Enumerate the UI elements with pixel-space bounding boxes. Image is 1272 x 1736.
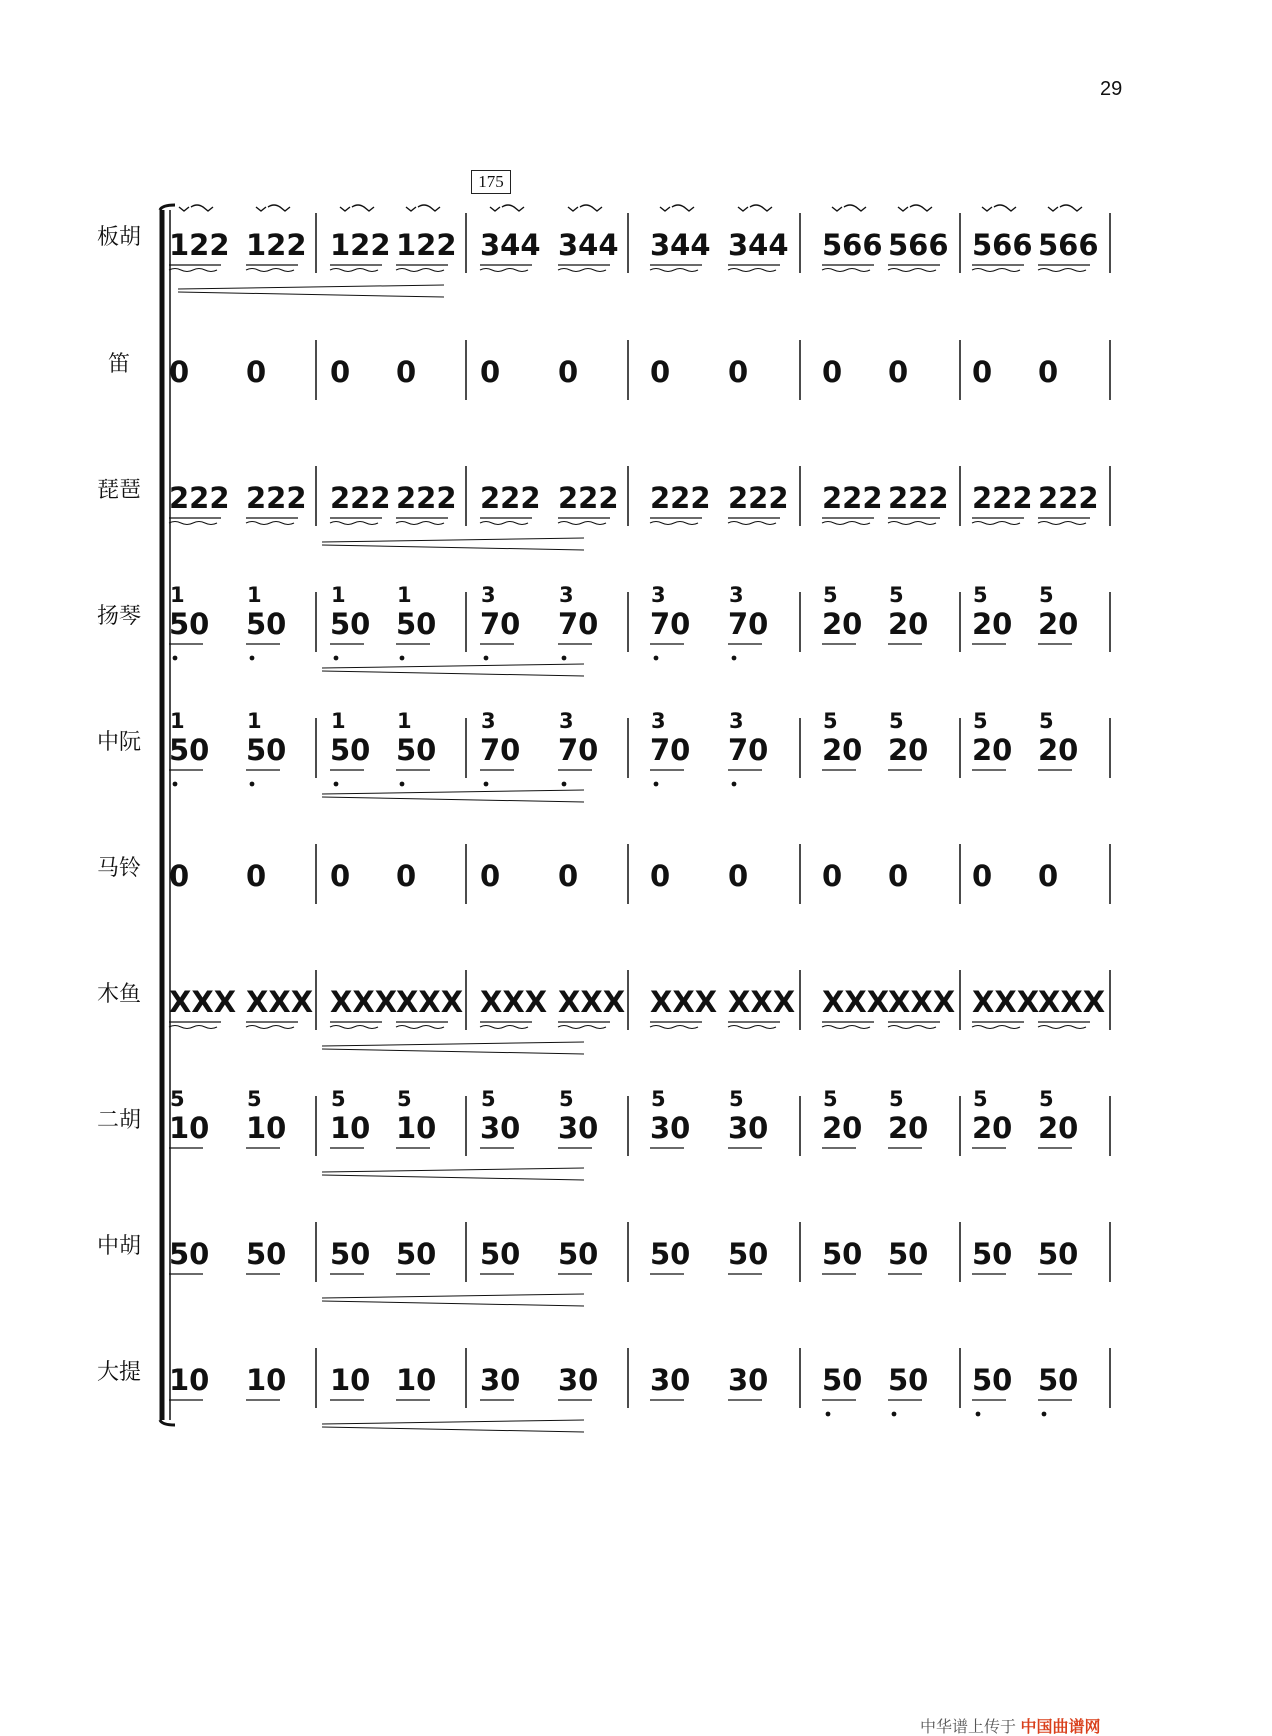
hairpin-line <box>322 1420 584 1424</box>
tremolo-wave <box>650 269 698 272</box>
note-group: 70 <box>480 733 521 767</box>
note-group: 0 <box>1038 355 1059 389</box>
low-octave-dot <box>1042 1412 1047 1417</box>
note-group: XXX <box>822 985 890 1019</box>
chord-upper-digit: 5 <box>1039 709 1054 733</box>
note-group: 222 <box>246 481 307 515</box>
note-group: 222 <box>169 481 230 515</box>
note-group: 50 <box>1038 1237 1079 1271</box>
hairpin-line <box>322 1168 584 1172</box>
instrument-label: 马铃 <box>96 856 141 881</box>
chord-upper-digit: 5 <box>823 583 838 607</box>
ornament-mark <box>832 205 866 211</box>
note-group: 0 <box>396 355 417 389</box>
note-group: 50 <box>558 1237 599 1271</box>
note-group: 0 <box>558 859 579 893</box>
note-group: 30 <box>480 1363 521 1397</box>
chord-upper-digit: 5 <box>889 583 904 607</box>
tremolo-wave <box>888 522 936 525</box>
note-group: 50 <box>888 1363 929 1397</box>
low-octave-dot <box>654 656 659 661</box>
note-group: 20 <box>972 607 1013 641</box>
low-octave-dot <box>892 1412 897 1417</box>
chord-upper-digit: 1 <box>170 709 185 733</box>
note-group: XXX <box>480 985 548 1019</box>
note-group: 50 <box>396 1237 437 1271</box>
low-octave-dot <box>334 782 339 787</box>
note-group: 50 <box>330 733 371 767</box>
ornament-mark <box>340 205 374 211</box>
note-group: 10 <box>169 1111 210 1145</box>
low-octave-dot <box>173 656 178 661</box>
note-group: 0 <box>169 859 190 893</box>
instrument-label: 二胡 <box>96 1108 141 1133</box>
tremolo-wave <box>728 522 776 525</box>
note-group: XXX <box>728 985 796 1019</box>
low-octave-dot <box>250 656 255 661</box>
note-group: 0 <box>822 859 843 893</box>
note-group: 50 <box>822 1363 863 1397</box>
low-octave-dot <box>250 782 255 787</box>
ornament-mark <box>179 205 213 211</box>
chord-upper-digit: 1 <box>331 709 346 733</box>
ornament-mark <box>660 205 694 211</box>
note-group: 0 <box>650 355 671 389</box>
tremolo-wave <box>822 269 870 272</box>
note-group: XXX <box>330 985 398 1019</box>
rehearsal-mark: 175 <box>471 170 511 194</box>
tremolo-wave <box>330 522 378 525</box>
low-octave-dot <box>484 656 489 661</box>
tremolo-wave <box>1038 522 1086 525</box>
low-octave-dot <box>562 782 567 787</box>
tremolo-wave <box>728 269 776 272</box>
note-group: 50 <box>169 1237 210 1271</box>
bracket-bottom-hook <box>160 1420 175 1425</box>
chord-upper-digit: 3 <box>729 709 744 733</box>
chord-upper-digit: 1 <box>397 583 412 607</box>
tremolo-wave <box>246 522 294 525</box>
note-group: 50 <box>246 733 287 767</box>
note-group: 344 <box>728 228 789 262</box>
note-group: 50 <box>169 607 210 641</box>
note-group: 70 <box>728 733 769 767</box>
note-group: 10 <box>246 1363 287 1397</box>
tremolo-wave <box>972 1026 1020 1029</box>
chord-upper-digit: 3 <box>559 583 574 607</box>
tremolo-wave <box>558 269 606 272</box>
chord-upper-digit: 3 <box>481 709 496 733</box>
note-group: 0 <box>480 355 501 389</box>
note-group: 50 <box>822 1237 863 1271</box>
instrument-label: 笛 <box>107 352 130 377</box>
ornament-mark <box>898 205 932 211</box>
hairpin-line <box>322 1049 584 1054</box>
tremolo-wave <box>972 269 1020 272</box>
chord-upper-digit: 5 <box>973 709 988 733</box>
instrument-label: 扬琴 <box>96 604 141 629</box>
note-group: 0 <box>558 355 579 389</box>
chord-upper-digit: 3 <box>651 709 666 733</box>
chord-upper-digit: 5 <box>823 1087 838 1111</box>
note-group: 50 <box>480 1237 521 1271</box>
bracket-top-hook <box>160 205 175 210</box>
chord-upper-digit: 5 <box>973 583 988 607</box>
note-group: 20 <box>972 733 1013 767</box>
tremolo-wave <box>558 522 606 525</box>
instrument-label: 中胡 <box>96 1234 141 1259</box>
note-group: 566 <box>888 228 949 262</box>
low-octave-dot <box>826 1412 831 1417</box>
tremolo-wave <box>1038 1026 1086 1029</box>
note-group: 50 <box>396 733 437 767</box>
note-group: 50 <box>972 1237 1013 1271</box>
note-group: 20 <box>822 607 863 641</box>
low-octave-dot <box>334 656 339 661</box>
tremolo-wave <box>888 269 936 272</box>
tremolo-wave <box>169 269 217 272</box>
chord-upper-digit: 5 <box>651 1087 666 1111</box>
ornament-mark <box>1048 205 1082 211</box>
hairpin-line <box>178 292 444 297</box>
note-group: 30 <box>480 1111 521 1145</box>
note-group: 0 <box>246 859 267 893</box>
tremolo-wave <box>246 1026 294 1029</box>
hairpin-line <box>322 1427 584 1432</box>
ornament-mark <box>982 205 1016 211</box>
page-number: 29 <box>1100 78 1123 100</box>
tremolo-wave <box>330 269 378 272</box>
chord-upper-digit: 5 <box>559 1087 574 1111</box>
tremolo-wave <box>822 1026 870 1029</box>
tremolo-wave <box>480 269 528 272</box>
chord-upper-digit: 1 <box>397 709 412 733</box>
chord-upper-digit: 5 <box>823 709 838 733</box>
chord-upper-digit: 3 <box>651 583 666 607</box>
note-group: 344 <box>480 228 541 262</box>
note-group: 0 <box>330 859 351 893</box>
note-group: 20 <box>888 607 929 641</box>
note-group: 222 <box>728 481 789 515</box>
tremolo-wave <box>169 522 217 525</box>
note-group: 20 <box>822 733 863 767</box>
note-group: 0 <box>650 859 671 893</box>
note-group: 0 <box>728 355 749 389</box>
note-group: 566 <box>972 228 1033 262</box>
note-group: 0 <box>480 859 501 893</box>
chord-upper-digit: 5 <box>1039 583 1054 607</box>
chord-upper-digit: 5 <box>331 1087 346 1111</box>
note-group: XXX <box>888 985 956 1019</box>
tremolo-wave <box>822 522 870 525</box>
ornament-mark <box>490 205 524 211</box>
chord-upper-digit: 5 <box>247 1087 262 1111</box>
note-group: 0 <box>822 355 843 389</box>
hairpin-line <box>178 285 444 289</box>
tremolo-wave <box>888 1026 936 1029</box>
note-group: 20 <box>822 1111 863 1145</box>
chord-upper-digit: 1 <box>247 709 262 733</box>
tremolo-wave <box>396 1026 444 1029</box>
note-group: 0 <box>330 355 351 389</box>
hairpin-line <box>322 1042 584 1046</box>
hairpin-line <box>322 1301 584 1306</box>
note-group: 0 <box>396 859 417 893</box>
note-group: XXX <box>558 985 626 1019</box>
tremolo-wave <box>1038 269 1086 272</box>
chord-upper-digit: 5 <box>729 1087 744 1111</box>
note-group: 344 <box>558 228 619 262</box>
hairpin-line <box>322 664 584 668</box>
chord-upper-digit: 3 <box>729 583 744 607</box>
note-group: 344 <box>650 228 711 262</box>
note-group: 50 <box>169 733 210 767</box>
chord-upper-digit: 5 <box>397 1087 412 1111</box>
note-group: 20 <box>888 733 929 767</box>
note-group: 122 <box>246 228 307 262</box>
watermark-text: 中华谱上传于 <box>920 1719 1017 1736</box>
note-group: 566 <box>822 228 883 262</box>
note-group: XXX <box>396 985 464 1019</box>
hairpin-line <box>322 671 584 676</box>
note-group: 20 <box>1038 733 1079 767</box>
note-group: 70 <box>650 607 691 641</box>
note-group: 30 <box>728 1363 769 1397</box>
note-group: 50 <box>728 1237 769 1271</box>
tremolo-wave <box>728 1026 776 1029</box>
chord-upper-digit: 1 <box>331 583 346 607</box>
low-octave-dot <box>484 782 489 787</box>
note-group: 0 <box>972 355 993 389</box>
hairpin-line <box>322 1294 584 1298</box>
note-group: 222 <box>888 481 949 515</box>
hairpin-line <box>322 538 584 542</box>
note-group: 222 <box>396 481 457 515</box>
low-octave-dot <box>562 656 567 661</box>
note-group: 30 <box>558 1363 599 1397</box>
note-group: 222 <box>330 481 391 515</box>
ornament-mark <box>568 205 602 211</box>
note-group: 0 <box>169 355 190 389</box>
note-group: 20 <box>888 1111 929 1145</box>
tremolo-wave <box>650 522 698 525</box>
note-group: 30 <box>728 1111 769 1145</box>
instrument-label: 大提 <box>96 1360 141 1385</box>
note-group: XXX <box>972 985 1040 1019</box>
note-group: 70 <box>480 607 521 641</box>
note-group: 122 <box>169 228 230 262</box>
note-group: 222 <box>558 481 619 515</box>
note-group: 50 <box>330 1237 371 1271</box>
tremolo-wave <box>396 522 444 525</box>
hairpin-line <box>322 545 584 550</box>
note-group: 0 <box>888 355 909 389</box>
chord-upper-digit: 1 <box>170 583 185 607</box>
instrument-label: 琵琶 <box>96 478 141 503</box>
note-group: 122 <box>396 228 457 262</box>
note-group: 222 <box>480 481 541 515</box>
low-octave-dot <box>732 782 737 787</box>
chord-upper-digit: 5 <box>481 1087 496 1111</box>
note-group: 10 <box>330 1363 371 1397</box>
chord-upper-digit: 3 <box>481 583 496 607</box>
tremolo-wave <box>330 1026 378 1029</box>
note-group: 50 <box>330 607 371 641</box>
ornament-mark <box>406 205 440 211</box>
note-group: 222 <box>1038 481 1099 515</box>
hairpin-line <box>322 790 584 794</box>
note-group: 0 <box>246 355 267 389</box>
note-group: 222 <box>972 481 1033 515</box>
note-group: XXX <box>169 985 237 1019</box>
note-group: 70 <box>558 733 599 767</box>
chord-upper-digit: 5 <box>1039 1087 1054 1111</box>
note-group: 50 <box>888 1237 929 1271</box>
note-group: XXX <box>246 985 314 1019</box>
low-octave-dot <box>654 782 659 787</box>
note-group: 20 <box>1038 607 1079 641</box>
chord-upper-digit: 5 <box>889 709 904 733</box>
note-group: 222 <box>822 481 883 515</box>
note-group: 0 <box>888 859 909 893</box>
note-group: 50 <box>650 1237 691 1271</box>
note-group: 222 <box>650 481 711 515</box>
note-group: 566 <box>1038 228 1099 262</box>
note-group: 70 <box>728 607 769 641</box>
note-group: 10 <box>396 1363 437 1397</box>
chord-upper-digit: 5 <box>170 1087 185 1111</box>
low-octave-dot <box>400 782 405 787</box>
chord-upper-digit: 1 <box>247 583 262 607</box>
note-group: 20 <box>1038 1111 1079 1145</box>
note-group: XXX <box>1038 985 1106 1019</box>
tremolo-wave <box>972 522 1020 525</box>
note-group: 70 <box>558 607 599 641</box>
chord-upper-digit: 5 <box>973 1087 988 1111</box>
note-group: 10 <box>330 1111 371 1145</box>
tremolo-wave <box>396 269 444 272</box>
note-group: 70 <box>650 733 691 767</box>
note-group: 50 <box>396 607 437 641</box>
watermark-footer <box>920 1714 1100 1736</box>
tremolo-wave <box>650 1026 698 1029</box>
hairpin-line <box>322 1175 584 1180</box>
low-octave-dot <box>732 656 737 661</box>
note-group: 30 <box>650 1363 691 1397</box>
note-group: 30 <box>558 1111 599 1145</box>
note-group: XXX <box>650 985 718 1019</box>
note-group: 10 <box>396 1111 437 1145</box>
ornament-mark <box>256 205 290 211</box>
chord-upper-digit: 3 <box>559 709 574 733</box>
ornament-mark <box>738 205 772 211</box>
instrument-label: 木鱼 <box>96 982 141 1007</box>
instrument-label: 中阮 <box>96 730 141 755</box>
note-group: 0 <box>728 859 749 893</box>
tremolo-wave <box>480 1026 528 1029</box>
low-octave-dot <box>173 782 178 787</box>
note-group: 0 <box>972 859 993 893</box>
tremolo-wave <box>246 269 294 272</box>
note-group: 122 <box>330 228 391 262</box>
tremolo-wave <box>480 522 528 525</box>
note-group: 50 <box>972 1363 1013 1397</box>
note-group: 10 <box>169 1363 210 1397</box>
note-group: 50 <box>1038 1363 1079 1397</box>
watermark-brand: 中国曲谱网 <box>1020 1719 1101 1736</box>
low-octave-dot <box>976 1412 981 1417</box>
note-group: 10 <box>246 1111 287 1145</box>
instrument-label: 板胡 <box>96 225 141 250</box>
note-group: 20 <box>972 1111 1013 1145</box>
note-group: 50 <box>246 607 287 641</box>
note-group: 0 <box>1038 859 1059 893</box>
note-group: 50 <box>246 1237 287 1271</box>
low-octave-dot <box>400 656 405 661</box>
tremolo-wave <box>558 1026 606 1029</box>
note-group: 30 <box>650 1111 691 1145</box>
tremolo-wave <box>169 1026 217 1029</box>
chord-upper-digit: 5 <box>889 1087 904 1111</box>
hairpin-line <box>322 797 584 802</box>
